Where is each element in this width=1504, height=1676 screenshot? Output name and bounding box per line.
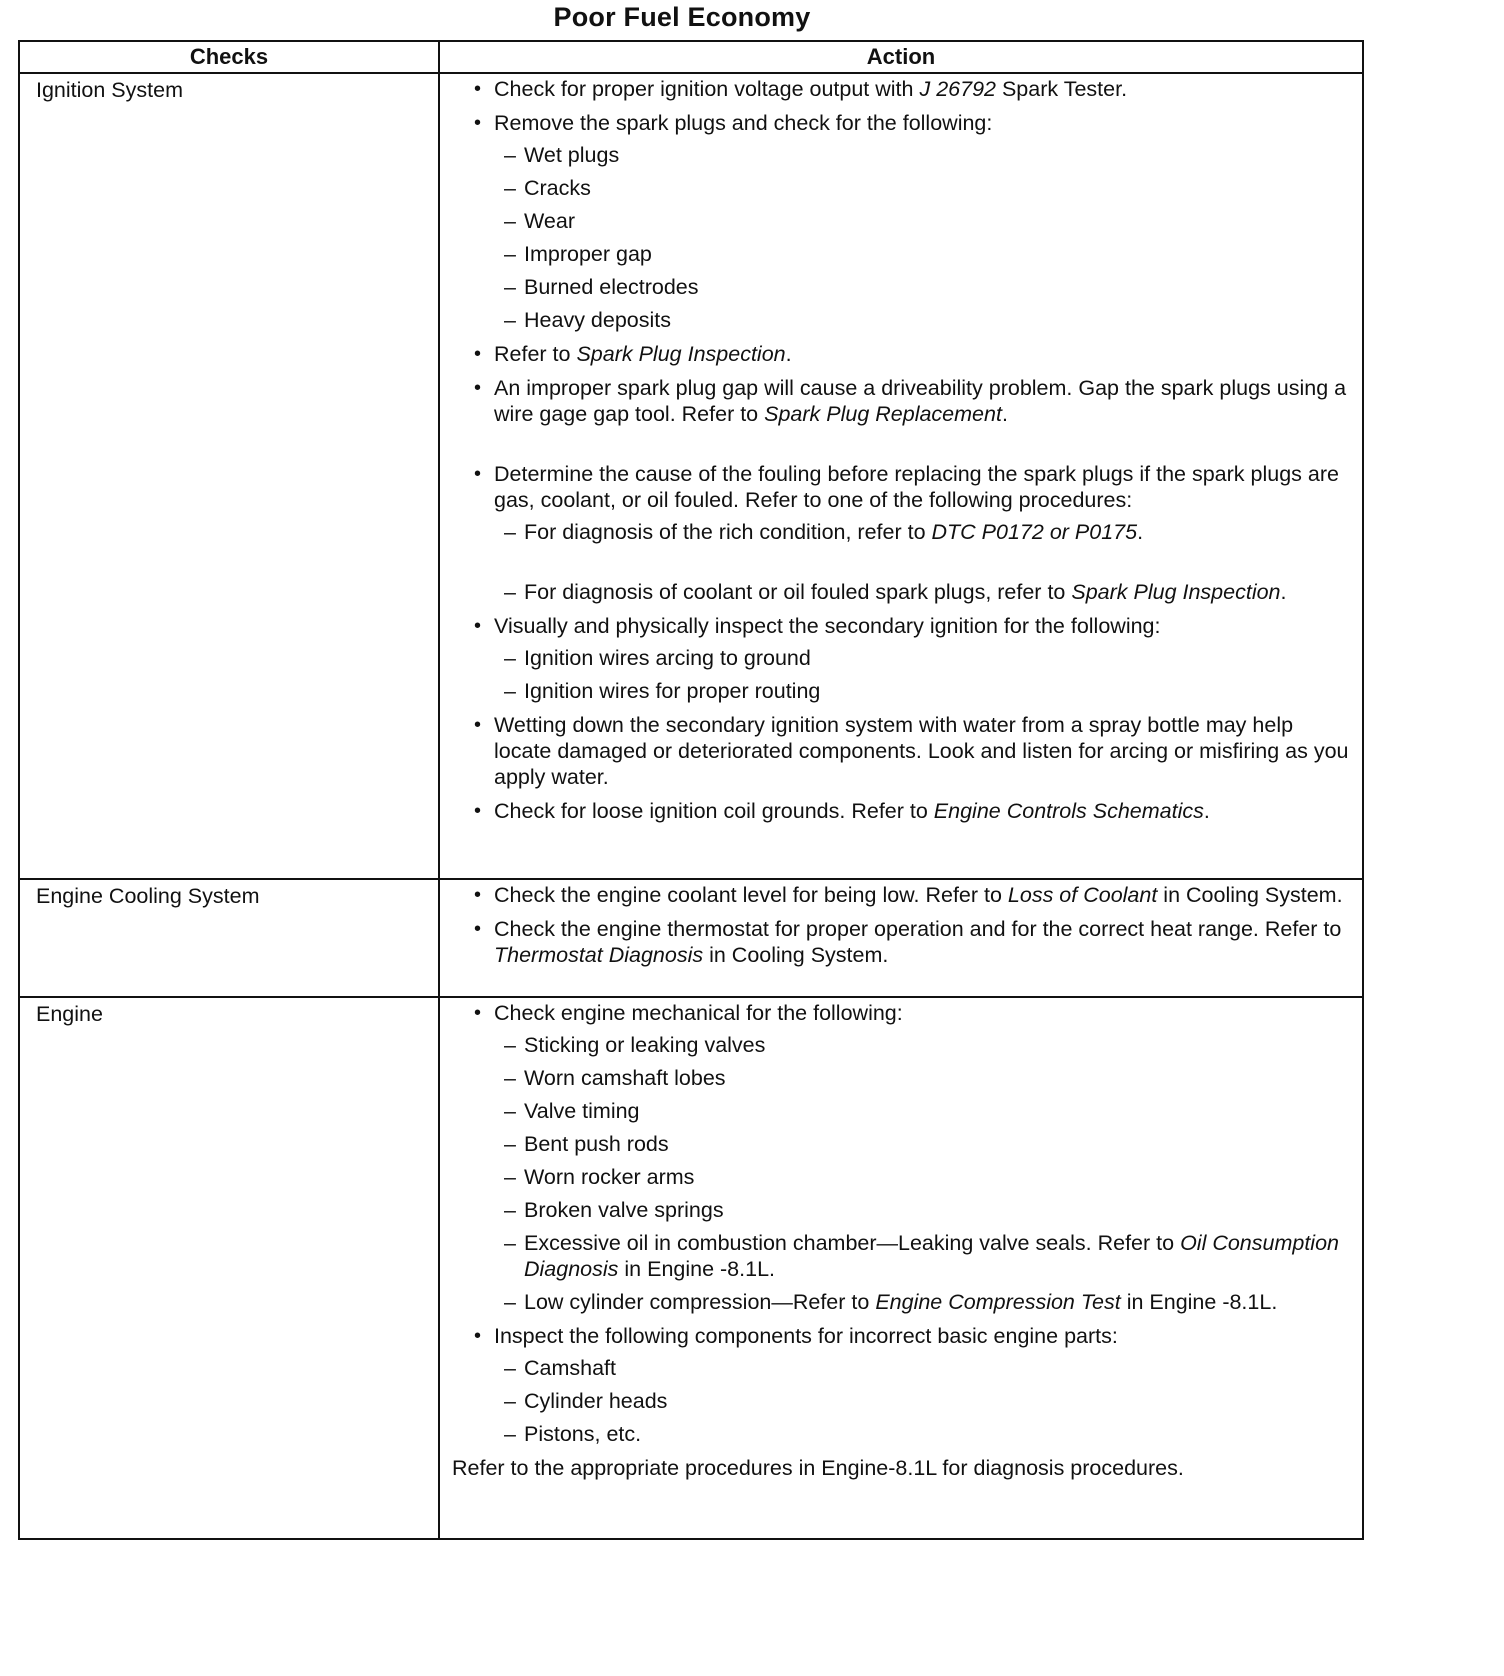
table-row: [19, 879, 1363, 997]
list-item: • Check for proper ignition voltage output with J 26792 Spark Tester.: [474, 76, 1350, 102]
sub-list-item: – Excessive oil in combustion chamber—Leaking valve seals. Refer to Oil Consumption Diagnosis in Engine -8.1L.: [494, 1230, 1350, 1282]
list-item: • Check the engine coolant level for being low. Refer to Loss of Coolant in Cooling System.: [474, 882, 1350, 908]
list-item: • Remove the spark plugs and check for the following: – Wet plugs – Cracks – Wear – Improper gap – Burned electrodes – Heavy deposits: [474, 110, 1350, 333]
list-item: • Refer to Spark Plug Inspection.: [474, 341, 1350, 367]
sub-list-item: – Worn camshaft lobes: [494, 1065, 1350, 1091]
sub-list-item: – For diagnosis of the rich condition, refer to DTC P0172 or P0175.: [494, 519, 1350, 545]
list-item: • Inspect the following components for incorrect basic engine parts: – Camshaft – Cylinder heads – Pistons, etc.: [474, 1323, 1350, 1447]
sub-list-item: – Pistons, etc.: [494, 1421, 1350, 1447]
sub-list-item: – Ignition wires for proper routing: [494, 678, 1350, 704]
action-cell: [439, 73, 1363, 879]
final-note: Refer to the appropriate procedures in Engine-8.1L for diagnosis procedures.: [452, 1456, 1184, 1480]
sub-list-item: – Heavy deposits: [494, 307, 1350, 333]
check-cell: Ignition System: [19, 73, 439, 879]
sub-list-item: – Ignition wires arcing to ground: [494, 645, 1350, 671]
check-cell: Engine: [19, 997, 439, 1539]
list-item: • An improper spark plug gap will cause a driveability problem. Gap the spark plugs using a wire gage gap tool. Refer to Spark Plug Replacement.: [474, 375, 1350, 427]
checks-column-header: Checks: [19, 41, 439, 73]
table-header-row: [19, 41, 1363, 73]
sub-list-item: – Camshaft: [494, 1355, 1350, 1381]
sub-list: [494, 645, 1350, 704]
sub-list-item: – Burned electrodes: [494, 274, 1350, 300]
table-row: [19, 997, 1363, 1539]
diagnosis-table: [18, 40, 1364, 1540]
sub-list: [494, 142, 1350, 333]
sub-list-item: – Worn rocker arms: [494, 1164, 1350, 1190]
sub-list-item: – Wet plugs: [494, 142, 1350, 168]
sub-list-item: – Broken valve springs: [494, 1197, 1350, 1223]
sub-list-item: – For diagnosis of coolant or oil fouled spark plugs, refer to Spark Plug Inspection.: [494, 579, 1350, 605]
sub-list-item: – Valve timing: [494, 1098, 1350, 1124]
sub-list-item: – Sticking or leaking valves: [494, 1032, 1350, 1058]
action-list: [474, 882, 1350, 968]
list-item: • Check for loose ignition coil grounds. Refer to Engine Controls Schematics.: [474, 798, 1350, 824]
action-list: [474, 1000, 1350, 1447]
list-item: • Wetting down the secondary ignition system with water from a spray bottle may help locate damaged or deteriorated components. Look and listen for arcing or misfiring as you apply water.: [474, 712, 1350, 790]
sub-list: [494, 519, 1350, 605]
sub-list-item: – Low cylinder compression—Refer to Engine Compression Test in Engine -8.1L.: [494, 1289, 1350, 1315]
list-item: • Visually and physically inspect the secondary ignition for the following: – Ignition wires arcing to ground – Ignition wires for proper routing: [474, 613, 1350, 704]
list-item: • Check engine mechanical for the following: – Sticking or leaking valves – Worn camshaft lobes – Valve timing – Bent push rods – Worn rocker arms – Broken valve springs – Excessive oil in combustion chamber—Leaking valve seals. Refer to Oil Consumption Diagnosis in Engine -8.1L. – Low cylinder compression—Refer to Engine Compression Test in Engine -8.1L.: [474, 1000, 1350, 1315]
sub-list: [494, 1032, 1350, 1315]
sub-list-item: – Bent push rods: [494, 1131, 1350, 1157]
sub-list-item: – Wear: [494, 208, 1350, 234]
action-list: [474, 76, 1350, 824]
sub-list-item: – Improper gap: [494, 241, 1350, 267]
sub-list-item: – Cracks: [494, 175, 1350, 201]
list-item: • Check the engine thermostat for proper operation and for the correct heat range. Refer to Thermostat Diagnosis in Cooling System.: [474, 916, 1350, 968]
sub-list-item: – Cylinder heads: [494, 1388, 1350, 1414]
action-cell: [439, 879, 1363, 997]
action-column-header: Action: [439, 41, 1363, 73]
list-item: • Determine the cause of the fouling before replacing the spark plugs if the spark plugs are gas, coolant, or oil fouled. Refer to one of the following procedures: – For diagnosis of the rich condition, refer to DTC P0172 or P0175. – For diagnosis of coolant or oil fouled spark plugs, refer to Spark Plug Inspection.: [474, 461, 1350, 605]
sub-list: [494, 1355, 1350, 1447]
action-cell: [439, 997, 1363, 1539]
page-title: Poor Fuel Economy: [553, 2, 811, 32]
check-cell: Engine Cooling System: [19, 879, 439, 997]
table-row: [19, 73, 1363, 879]
